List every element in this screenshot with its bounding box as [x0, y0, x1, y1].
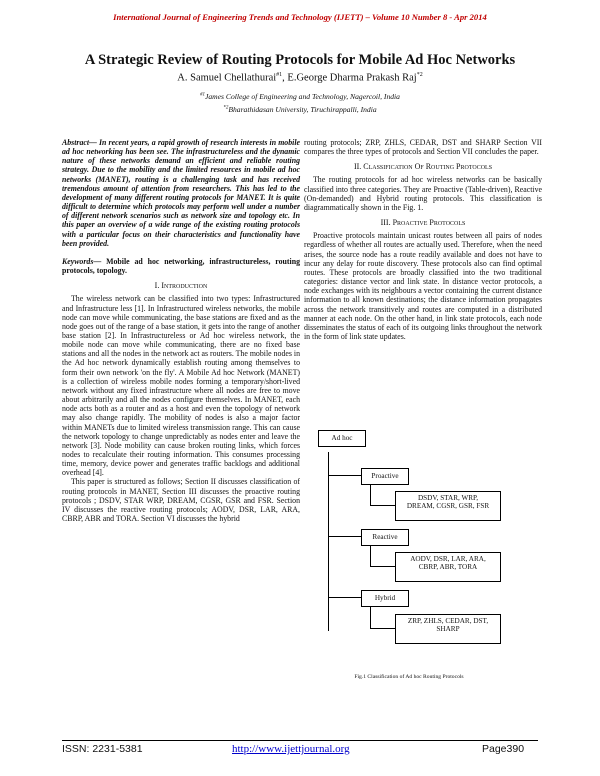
branch-proactive-line — [328, 475, 361, 476]
section-2-heading — [304, 162, 542, 171]
section-2-title: Classification Of Routing Protocols — [363, 162, 493, 172]
proactive-leaf-line — [370, 505, 395, 506]
footer-issn: ISSN: 2231-5381 — [62, 743, 143, 755]
keywords-label: Keywords — [62, 256, 94, 266]
reactive-leaf-line — [370, 566, 395, 567]
classification-figure — [318, 430, 500, 680]
abstract — [62, 138, 300, 248]
node-proactive-protocols — [395, 491, 501, 521]
keywords — [62, 257, 300, 275]
author-2-mark: *2 — [416, 72, 423, 78]
affiliation-2-mark: *2 — [223, 105, 229, 111]
hybrid-protocols-line-1: ZRP, ZHLS, CEDAR, DST, — [407, 617, 489, 625]
hybrid-protocols-line-2: SHARP — [436, 625, 460, 634]
branch-reactive-line — [328, 536, 361, 537]
affiliation-1 — [0, 92, 600, 101]
section-3-number: III. — [380, 218, 393, 228]
intro-paragraph-2-continued: routing protocols; ZRP, ZHLS, CEDAR, DST and SHARP Section VII compares the three types of protocols and Section VII concludes the paper. — [304, 138, 542, 157]
author-1-mark: #1 — [276, 72, 283, 78]
affiliation-1-mark: #1 — [200, 92, 206, 98]
proactive-trunk-line — [370, 483, 371, 505]
affiliation-2-text: Bharathidasan University, Tiruchirappalli, India — [228, 105, 377, 114]
author-line — [0, 72, 600, 84]
node-proactive: Proactive — [361, 468, 409, 485]
journal-header: International Journal of Engineering Trends and Technology (IJETT) – Volume 10 Number 8 - Apr 2014 — [113, 12, 487, 22]
hybrid-trunk-line — [370, 605, 371, 628]
affiliation-1-text: James College of Engineering and Technology, Nagercoil, India — [205, 92, 400, 101]
tree-trunk-line — [328, 452, 329, 631]
reactive-protocols-line-1: AODV, DSR, LAR, ARA, — [410, 555, 486, 563]
abstract-label: Abstract — [62, 138, 90, 147]
node-ad-hoc: Ad hoc — [318, 430, 366, 447]
abstract-text: — In recent years, a rapid growth of research interests in mobile ad hoc networking has been see. The infrastructureless and the dynamic nature of these networks demand an efficient and reliable routing strategy. Due to the mobility and the limited resources in mobile ad hoc networks (MANET), routing is a challenging task and has received tremendous amount of attention from researchers. This has led to the development of many different routing protocols for MANET. It is quite difficult to determine which protocols may perform well under a number of different network scenarios such as network size and topology etc. In this paper an overview of a wide range of the existing routing protocols with a particular focus on their characteristics and functionality have been provided. — [62, 138, 300, 248]
section-1-title: Introduction — [161, 281, 208, 291]
proactive-protocols-line-2: DREAM, CGSR, GSR, FSR — [406, 502, 490, 511]
branch-hybrid-line — [328, 597, 361, 598]
right-column — [304, 138, 542, 341]
node-hybrid-protocols — [395, 614, 501, 644]
node-hybrid: Hybrid — [361, 590, 409, 607]
node-reactive-protocols — [395, 552, 501, 582]
proactive-protocols-line-1: DSDV, STAR, WRP, — [417, 494, 479, 502]
affiliation-2 — [0, 105, 600, 114]
footer-divider — [62, 740, 538, 741]
left-column — [62, 138, 300, 523]
author-separator: , — [282, 72, 288, 84]
intro-paragraph-2: This paper is structured as follows; Section II discusses classification of routing protocols in MANET, Section III discusses the proactive routing protocols ; DSDV, STAR WRP, DREAM, CGSR, GSR and FSR. Section IV discusses the reactive routing protocols; AODV, DSR, LAR, ARA, CBRP, ABR and TORA. Section VI discusses the hybrid — [62, 477, 300, 524]
section-1-number: I. — [154, 281, 162, 291]
intro-paragraph-1: The wireless network can be classified into two types: Infrastructured and Infrastructure less [1]. In Infrastructured wireless networks, the mobile node can move while communicating, the base stations are fixed and as the node goes out of the range of a base station, it gets into the range of another base station [2]. In Infrastructureless or Ad hoc wireless network, the mobile node can move while communicating, there are no fixed base stations and all the nodes in the network act as routers. The mobile nodes in the Ad hoc network dynamically establish routing among themselves to form their own network 'on the fly'. A Mobile Ad hoc Network (MANET) is a collection of wireless mobile nodes forming a temporary/short-lived network without any fixed infrastructure where all nodes are free to move about arbitrarily and all the nodes configure themselves. In MANET, each node acts both as a router and as a host and even the topology of network may also change rapidly. The mobility of nodes is also a major factor within MANETs due to limited wireless transmission range. This can cause the network topology to change unpredictably as nodes enter and leave the network [3]. Node mobility can cause broken routing links, which forces nodes to recalculate their routing information. This consumes processing time, memory, device power and generates traffic backlogs and additional overhead [4]. — [62, 294, 300, 478]
node-reactive: Reactive — [361, 529, 409, 546]
keywords-text: — Mobile ad hoc networking, infrastructureless, routing protocols, topology. — [62, 256, 300, 276]
proactive-paragraph: Proactive protocols maintain unicast routes between all pairs of nodes regardless of whether all routes are actually used. Therefore, when the need arises, the source node has a route readily available and does not have to incur any delay for route discovery. These protocols also can find optimal routes. These protocols are broadly classified into the two traditional categories: distance vector and link state. In distance vector protocols, a node exchanges with its neighbours a vector containing the current distance information to all known destinations; the distance information propagates across the network transitively and routes are computed in a distributed manner at each node. On the other hand, in link state protocols, each node disseminates the status of each of its outgoing links throughout the network in the form of link state updates. — [304, 231, 542, 341]
hybrid-leaf-line — [370, 628, 395, 629]
paper-title: A Strategic Review of Routing Protocols for Mobile Ad Hoc Networks — [84, 52, 516, 68]
author-1: A. Samuel Chellathurai — [177, 72, 277, 84]
classification-paragraph: The routing protocols for ad hoc wireless networks can be basically classified into three categories. They are Proactive (Table-driven), Reactive (On-demanded) and Hybrid routing protocols. This classification is diagrammatically shown in the Fig. 1. — [304, 175, 542, 212]
footer-page-number: Page390 — [482, 743, 525, 755]
reactive-trunk-line — [370, 544, 371, 566]
author-2: E.George Dharma Prakash Raj — [287, 72, 417, 84]
reactive-protocols-line-2: CBRP, ABR, TORA — [418, 563, 478, 572]
section-1-heading — [62, 281, 300, 290]
section-3-title: Proactive Protocols — [392, 218, 466, 228]
footer-journal-link[interactable]: http://www.ijettjournal.org — [232, 743, 350, 755]
figure-caption: Fig.1 Classification of Ad hoc Routing Protocols — [354, 674, 464, 680]
section-3-heading — [304, 218, 542, 227]
section-2-number: II. — [353, 162, 364, 172]
